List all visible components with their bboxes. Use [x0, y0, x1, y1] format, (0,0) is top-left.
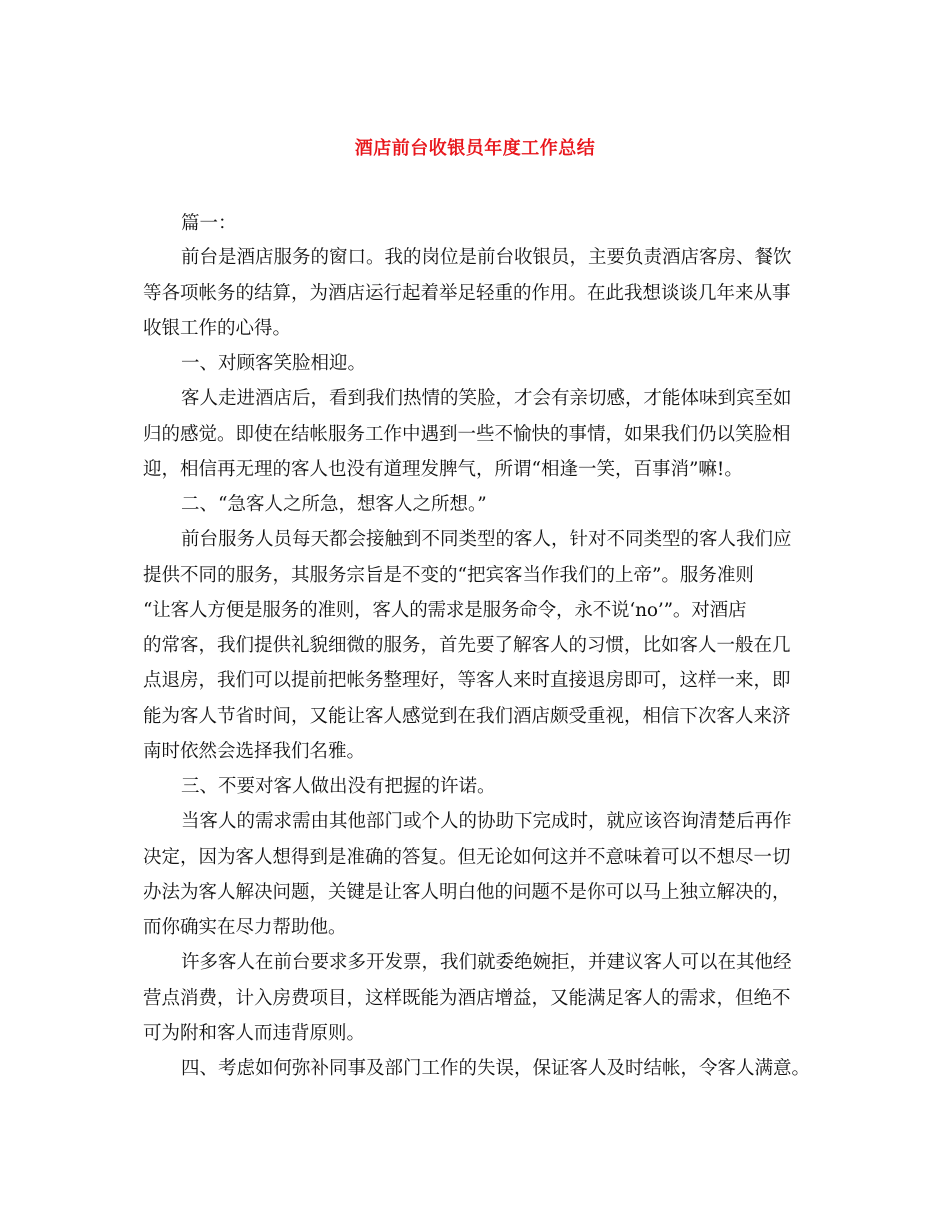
paragraph-line: 许多客人在前台要求多开发票，我们就委绝婉拒，并建议客人可以在其他经	[181, 952, 792, 973]
paragraph-line: 的常客，我们提供礼貌细微的服务，首先要了解客人的习惯，比如客人一般在几	[143, 635, 791, 656]
document-title: 酒店前台收银员年度工作总结	[354, 138, 596, 159]
paragraph-line: 一、对顾客笑脸相迎。	[181, 353, 367, 374]
paragraph-line: “让客人方便是服务的准则，客人的需求是服务命令，永不说‘no’”。对酒店	[143, 600, 747, 621]
paragraph-line: 营点消费，计入房费项目，这样既能为酒店增益，又能满足客人的需求，但绝不	[143, 988, 791, 1009]
paragraph-line: 办法为客人解决问题，关键是让客人明白他的问题不是你可以马上独立解决的，	[143, 882, 791, 903]
paragraph-line: 南时依然会选择我们名雅。	[143, 741, 366, 762]
paragraph-line: 可为附和客人而违背原则。	[143, 1023, 366, 1044]
paragraph-line: 归的感觉。即使在结帐服务工作中遇到一些不愉快的事情，如果我们仍以笑脸相	[143, 424, 791, 445]
paragraph-line: 能为客人节省时间，又能让客人感觉到在我们酒店颇受重视，相信下次客人来济	[143, 706, 791, 727]
paragraph-line: 二、“急客人之所急，想客人之所想。”	[181, 494, 487, 515]
paragraph-line: 客人走进酒店后，看到我们热情的笑脸，才会有亲切感，才能体味到宾至如	[181, 388, 792, 409]
paragraph-line: 前台是酒店服务的窗口。我的岗位是前台收银员，主要负责酒店客房、餐饮	[181, 247, 792, 268]
paragraph-line: 四、考虑如何弥补同事及部门工作的失误，保证客人及时结帐，令客人满意。	[181, 1058, 811, 1079]
paragraph-line: 收银工作的心得。	[143, 318, 292, 339]
paragraph-line: 提供不同的服务，其服务宗旨是不变的“把宾客当作我们的上帝”。服务准则	[143, 565, 754, 586]
paragraph-line: 等各项帐务的结算，为酒店运行起着举足轻重的作用。在此我想谈谈几年来从事	[143, 283, 791, 304]
paragraph-line: 迎，相信再无理的客人也没有道理发脾气，所谓“相逢一笑，百事消”嘛!。	[143, 459, 743, 480]
paragraph-line: 决定，因为客人想得到是准确的答复。但无论如何这并不意味着可以不想尽一切	[143, 847, 791, 868]
paragraph-line: 三、不要对客人做出没有把握的许诺。	[181, 776, 496, 797]
paragraph-line: 前台服务人员每天都会接触到不同类型的客人，针对不同类型的客人我们应	[181, 529, 792, 550]
paragraph-line: 篇一：	[181, 213, 237, 234]
paragraph-line: 当客人的需求需由其他部门或个人的协助下完成时，就应该咨询清楚后再作	[181, 811, 792, 832]
paragraph-line: 点退房，我们可以提前把帐务整理好，等客人来时直接退房即可，这样一来，即	[143, 670, 791, 691]
paragraph-line: 而你确实在尽力帮助他。	[143, 917, 347, 938]
